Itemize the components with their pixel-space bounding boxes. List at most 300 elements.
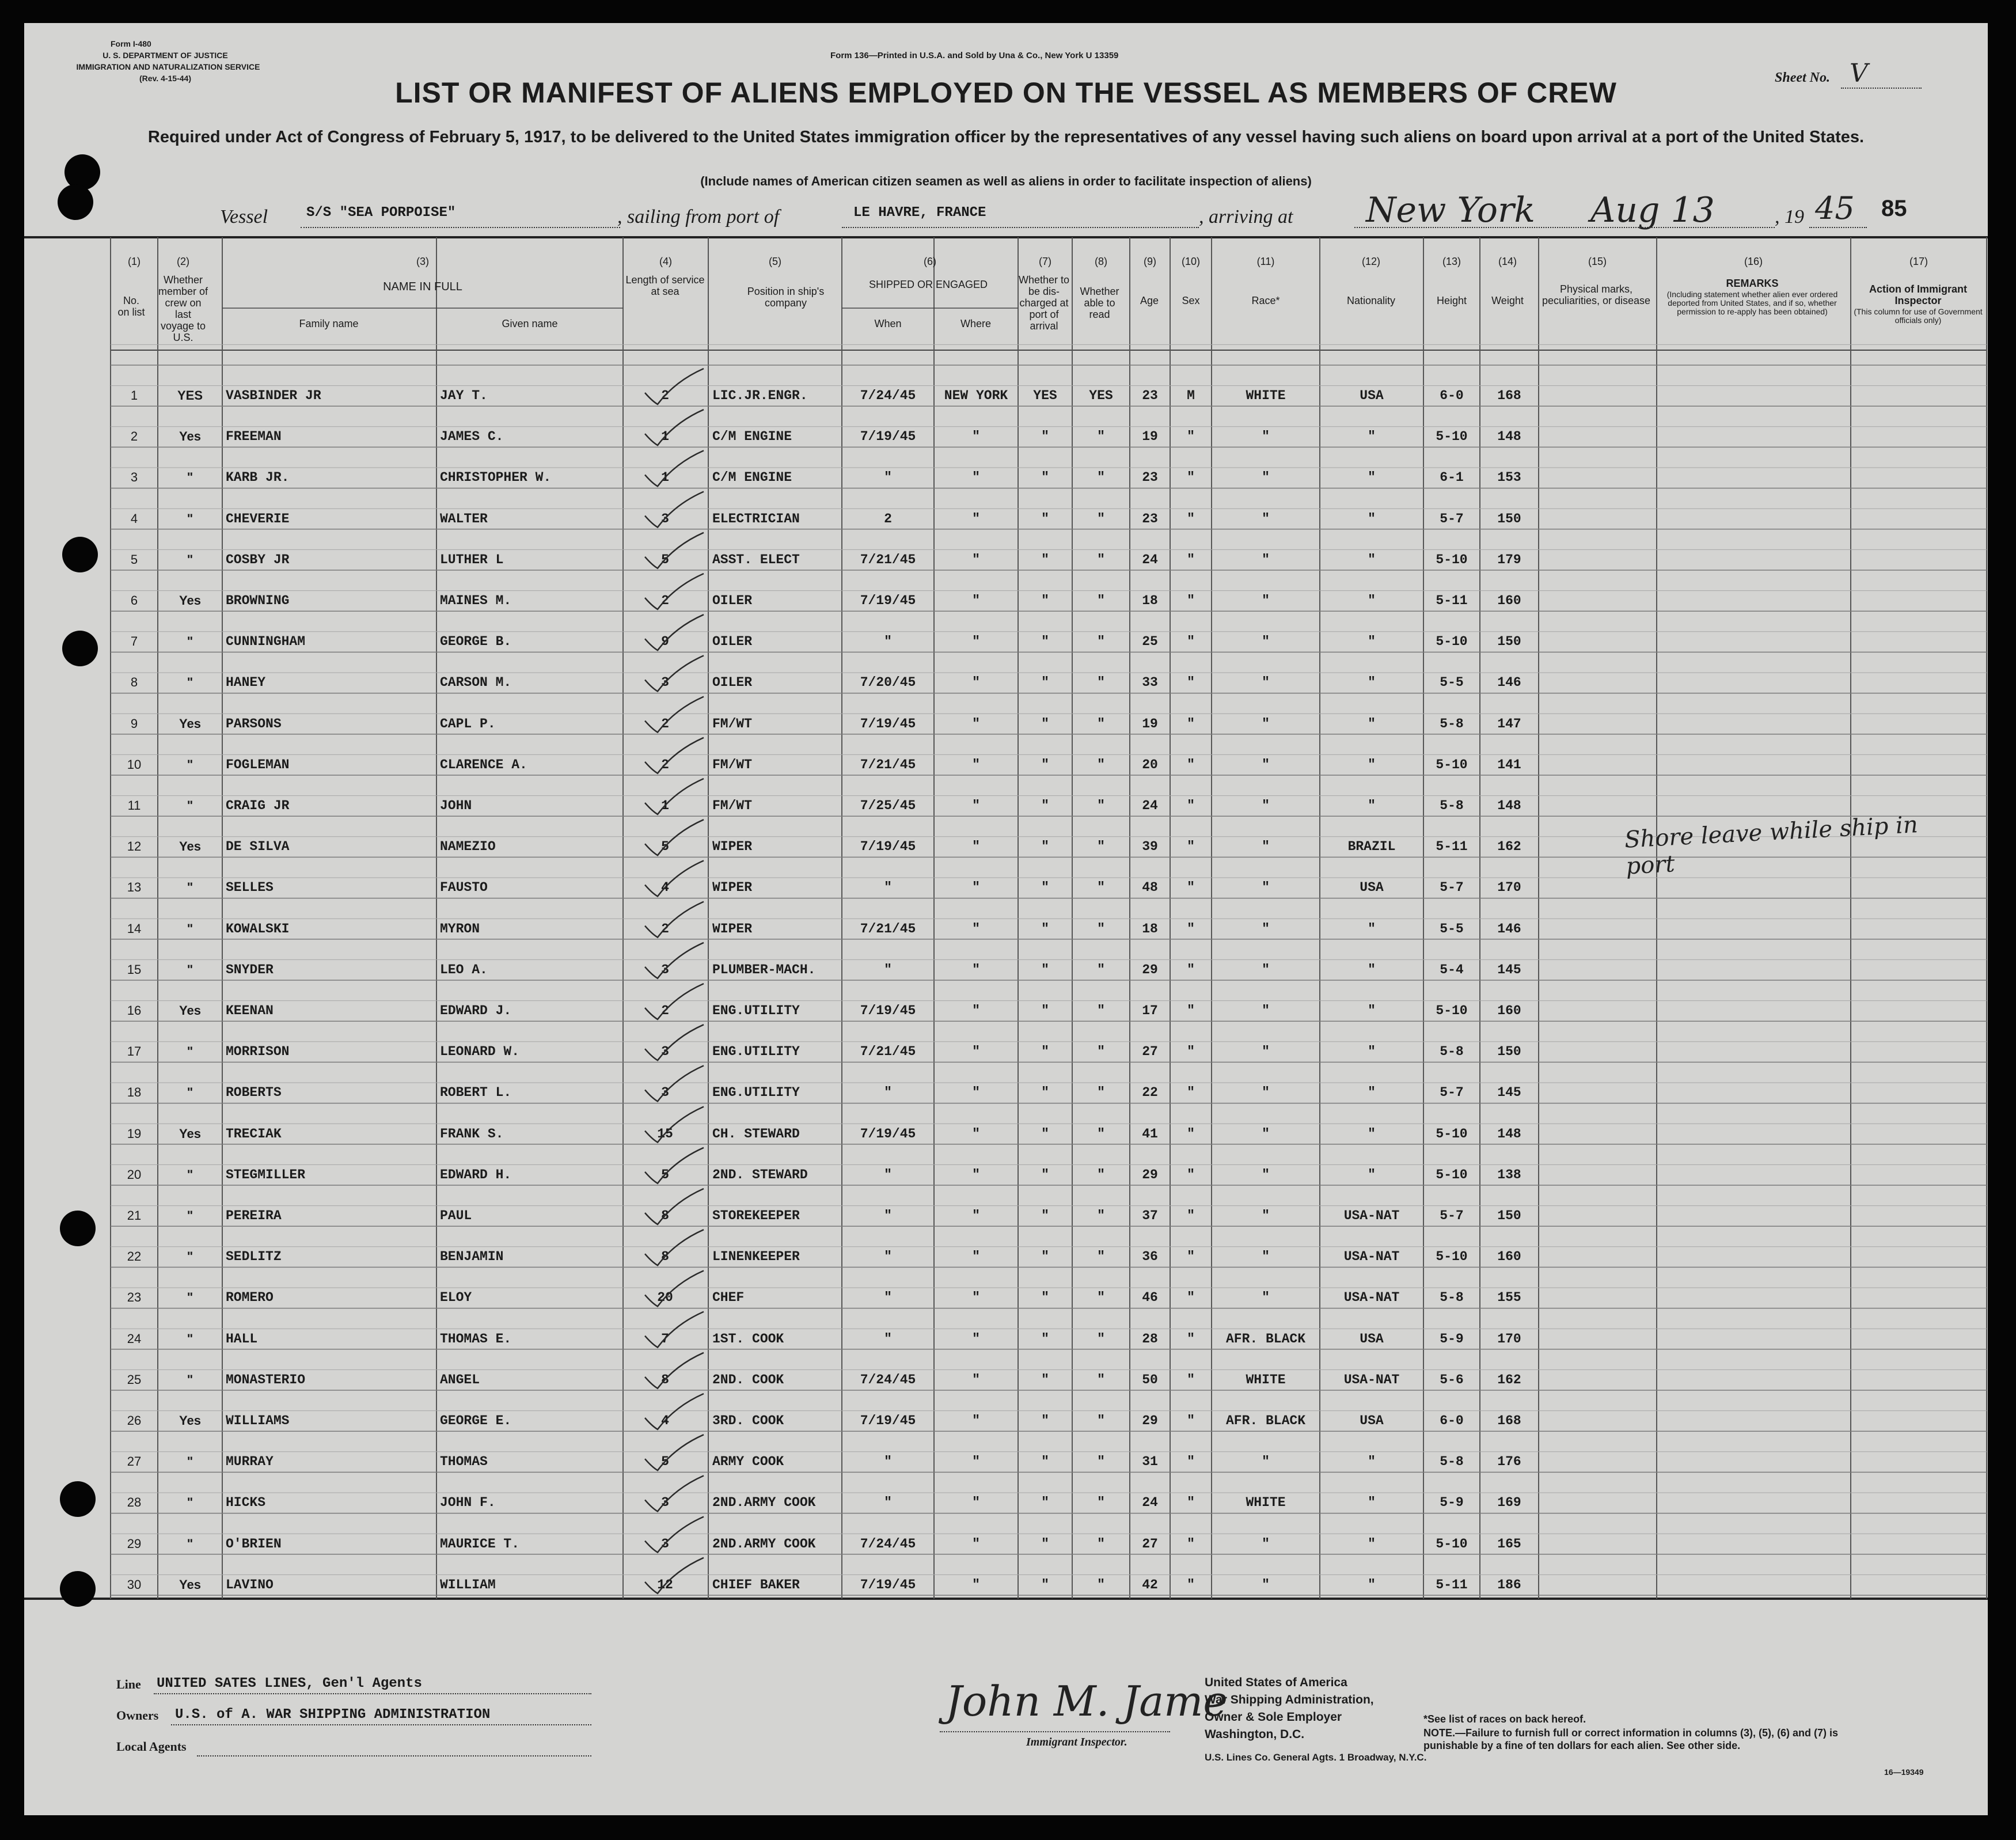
cell-nationality: " [1368,593,1376,608]
cell-member: " [187,1167,193,1182]
cell-discharged: " [1041,716,1049,731]
vessel-label: Vessel [220,206,268,227]
cell-family: LAVINO [226,1577,274,1592]
cell-no: 19 [127,1126,142,1141]
cell-position: CHEF [712,1290,745,1306]
cell-member: " [187,511,193,526]
cell-no: 25 [127,1372,142,1387]
cell-discharged: " [1041,552,1049,567]
cell-sex: " [1187,1454,1195,1470]
cell-weight: 179 [1497,552,1521,567]
cell-when: 7/19/45 [860,593,916,608]
cell-when: 2 [884,511,892,526]
cell-where: " [972,429,980,445]
cell-where: " [972,1126,980,1141]
cell-nationality: " [1368,1495,1376,1511]
cell-member: " [187,470,193,485]
cell-where: " [972,921,980,936]
cell-position: CHIEF BAKER [712,1577,800,1592]
header-where: Where [960,318,991,329]
remark-note: Shore leave while ship in port [1624,811,1919,880]
cell-position: 2ND.ARMY COOK [712,1495,816,1511]
cell-sex: " [1187,1126,1195,1141]
cell-position: CH. STEWARD [712,1126,800,1141]
arrival-date: Aug 13 [1590,190,1715,230]
cell-weight: 145 [1497,962,1521,977]
cell-height: 6-0 [1440,388,1464,403]
cell-position: 2ND. STEWARD [712,1167,808,1182]
cell-sex: " [1187,798,1195,813]
cell-nationality: " [1368,1003,1376,1018]
column-number: (5) [769,256,781,267]
cell-family: HANEY [226,675,266,691]
cell-race: " [1262,1290,1270,1306]
cell-race: AFR. BLACK [1225,1413,1306,1428]
cell-when: " [884,1454,892,1470]
cell-position: FM/WT [712,798,753,813]
cell-when: 7/19/45 [860,1413,916,1428]
cell-age: 22 [1142,1085,1158,1101]
cell-race: " [1262,1208,1270,1223]
cell-member: " [187,1249,193,1264]
cell-discharged: " [1041,921,1049,936]
revision: (Rev. 4-15-44) [139,74,191,83]
cell-member: " [187,1208,193,1223]
cell-where: " [972,1085,980,1101]
header-remarks: REMARKS [1726,278,1779,289]
cell-given: ANGEL [440,1372,480,1387]
cell-family: HICKS [226,1495,266,1511]
cell-member: Yes [179,1413,201,1428]
cell-nationality: " [1368,1044,1376,1060]
cell-read: " [1097,634,1105,650]
cell-position: ENG.UTILITY [712,1003,800,1018]
cell-nationality: " [1368,1085,1376,1101]
cell-given: LEO A. [440,962,488,977]
cell-family: KOWALSKI [226,921,290,936]
cell-sex: " [1187,1249,1195,1265]
cell-race: WHITE [1246,1495,1286,1511]
cell-discharged: " [1041,1495,1049,1511]
cell-read: " [1097,1208,1105,1223]
cell-weight: 162 [1497,1372,1521,1387]
local-agents-label: Local Agents [116,1739,187,1754]
cell-when: " [884,1495,892,1511]
cell-member: " [187,1085,193,1100]
cell-member: " [187,634,193,649]
form-number: Form I-480 [111,39,151,48]
cell-height: 5-10 [1436,1536,1468,1551]
cell-position: ELECTRICIAN [712,511,800,526]
cell-discharged: " [1041,1372,1049,1387]
cell-sex: " [1187,1085,1195,1101]
cell-member: " [187,757,193,772]
cell-service: 8 [661,1208,669,1223]
column-number: (11) [1256,256,1275,267]
cell-no: 26 [127,1413,142,1428]
cell-height: 5-9 [1440,1331,1464,1346]
check-mark [645,984,704,1019]
column-number: (1) [128,256,141,267]
cell-discharged: " [1041,1167,1049,1182]
cell-height: 5-10 [1436,634,1468,650]
cell-service: 5 [661,552,669,567]
cell-member: " [187,1495,193,1510]
cell-given: JAY T. [440,388,488,403]
cell-family: PEREIRA [226,1208,282,1223]
race-note: *See list of races on back hereof. [1423,1713,1586,1725]
cell-read: " [1097,1126,1105,1141]
cell-weight: 160 [1497,1249,1521,1265]
cell-weight: 168 [1497,388,1521,403]
cell-age: 23 [1142,511,1158,526]
cell-age: 19 [1142,429,1158,445]
cell-where: " [972,839,980,855]
cell-age: 50 [1142,1372,1158,1387]
cell-given: FAUSTO [440,880,488,896]
cell-when: 7/21/45 [860,552,916,567]
cell-service: 5 [661,1167,669,1182]
check-mark [645,1230,704,1265]
cell-given: ROBERT L. [440,1085,512,1101]
cell-weight: 170 [1497,1331,1521,1346]
cell-sex: " [1187,1331,1195,1346]
cell-height: 5-8 [1440,1290,1464,1306]
cell-race: " [1262,593,1270,608]
cell-height: 5-11 [1436,593,1468,608]
cell-discharged: " [1041,962,1049,977]
cell-family: FOGLEMAN [226,757,290,772]
cell-discharged: " [1041,675,1049,691]
cell-nationality: " [1368,552,1376,567]
cell-race: " [1262,634,1270,650]
owners-underline [171,1724,591,1725]
cell-family: MORRISON [226,1044,290,1060]
check-mark [645,1025,704,1060]
cell-nationality: " [1368,798,1376,813]
cell-sex: " [1187,1208,1195,1223]
cell-weight: 186 [1497,1577,1521,1592]
cell-weight: 150 [1497,1044,1521,1060]
cell-position: 2ND.ARMY COOK [712,1536,816,1551]
cell-weight: 148 [1497,798,1521,813]
cell-discharged: " [1041,1577,1049,1592]
cell-given: EDWARD J. [440,1003,512,1018]
check-mark [645,1558,704,1594]
cell-when: 7/19/45 [860,429,916,445]
column-number: (15) [1588,256,1607,267]
cell-given: NAMEZIO [440,839,496,855]
cell-where: " [972,470,980,485]
cell-member: Yes [179,839,201,854]
cell-nationality: USA [1360,880,1384,896]
cell-nationality: USA [1360,388,1384,403]
cell-when: " [884,634,892,650]
cell-race: AFR. BLACK [1225,1331,1306,1346]
cell-given: CARSON M. [440,675,512,691]
cell-race: " [1262,675,1270,691]
line-label: Line [116,1677,141,1691]
department: U. S. DEPARTMENT OF JUSTICE [102,51,228,60]
cell-no: 11 [127,798,141,813]
header-whether-member: Whether member of crew on last voyage to U.S. [158,274,208,343]
header-no-on-list: No. on list [117,295,145,318]
cell-family: STEGMILLER [226,1167,306,1182]
cell-nationality: " [1368,757,1376,772]
cell-given: JAMES C. [440,429,504,445]
cell-given: ELOY [440,1290,472,1306]
cell-race: " [1262,1577,1270,1592]
cell-height: 6-1 [1440,470,1464,485]
cell-weight: 170 [1497,880,1521,896]
cell-discharged: " [1041,1126,1049,1141]
cell-when: 7/21/45 [860,757,916,772]
cell-family: O'BRIEN [226,1536,282,1551]
check-mark [645,574,704,609]
check-mark [645,655,704,691]
cell-height: 5-7 [1440,511,1464,526]
sheet-label: Sheet No. [1775,70,1830,85]
cell-weight: 146 [1497,921,1521,936]
cell-service: 2 [661,1003,669,1018]
cell-when: 7/25/45 [860,798,916,813]
cell-age: 24 [1142,1495,1158,1511]
cell-given: LUTHER L [440,552,504,567]
cell-race: " [1262,1044,1270,1060]
cell-where: " [972,1003,980,1018]
cell-race: " [1262,1126,1270,1141]
cell-height: 5-8 [1440,1044,1464,1060]
cell-family: SEDLITZ [226,1249,282,1265]
cell-height: 5-7 [1440,880,1464,896]
cell-service: 3 [661,1044,669,1060]
punch-hole [62,631,98,666]
check-mark [645,1517,704,1553]
cell-read: " [1097,1495,1105,1511]
punch-hole [60,1481,96,1517]
cell-read: " [1097,593,1105,608]
cell-sex: " [1187,470,1195,485]
cell-weight: 147 [1497,716,1521,731]
cell-no: 27 [127,1454,142,1469]
cell-sex: " [1187,1003,1195,1018]
column-number: (10) [1181,256,1200,267]
cell-given: EDWARD H. [440,1167,512,1182]
cell-nationality: " [1368,1577,1376,1592]
cell-no: 12 [127,839,142,854]
cell-nationality: " [1368,921,1376,936]
cell-service: 5 [661,1454,669,1470]
cell-discharged: " [1041,1044,1049,1060]
column-number: (17) [1909,256,1928,267]
cell-discharged: " [1041,1331,1049,1346]
cell-no: 13 [127,880,142,895]
cell-discharged: " [1041,757,1049,772]
cell-sex: " [1187,675,1195,691]
cell-nationality: " [1368,511,1376,526]
cell-race: " [1262,716,1270,731]
cell-read: " [1097,470,1105,485]
cell-given: WALTER [440,511,488,526]
cell-age: 39 [1142,839,1158,855]
cell-position: STOREKEEPER [712,1208,800,1223]
cell-no: 5 [130,552,138,567]
column-number: (4) [659,256,672,267]
cell-discharged: " [1041,1454,1049,1470]
cell-position: OILER [712,634,753,650]
cell-discharged: " [1041,470,1049,485]
cell-read: " [1097,429,1105,445]
cell-no: 2 [130,429,138,444]
cell-member: " [187,552,193,567]
cell-weight: 160 [1497,1003,1521,1018]
page-title: LIST OR MANIFEST OF ALIENS EMPLOYED ON THE VESSEL AS MEMBERS OF CREW [395,77,1617,109]
cell-weight: 162 [1497,839,1521,855]
cell-where: " [972,798,980,813]
cell-age: 28 [1142,1331,1158,1346]
check-mark [645,943,704,978]
cell-age: 46 [1142,1290,1158,1306]
cell-discharged: " [1041,634,1049,650]
cell-height: 5-7 [1440,1208,1464,1223]
cell-weight: 155 [1497,1290,1521,1306]
cell-nationality: " [1368,470,1376,485]
cell-member: Yes [179,1577,201,1592]
cell-service: 5 [661,839,669,855]
cell-no: 1 [130,388,138,403]
check-mark [645,450,704,486]
inspector-signature: John M. Jame [946,1677,1228,1725]
header-family-name: Family name [299,318,359,329]
cell-no: 3 [130,470,138,485]
cell-height: 5-10 [1436,1167,1468,1182]
cell-when: " [884,1249,892,1265]
cell-given: JOHN F. [440,1495,496,1511]
cell-member: " [187,1044,193,1059]
cell-service: 2 [661,388,669,403]
check-mark [645,820,704,855]
cell-discharged: " [1041,429,1049,445]
cell-age: 23 [1142,388,1158,403]
cell-discharged: " [1041,1003,1049,1018]
arriving-label: , arriving at [1199,206,1293,227]
cell-family: CHEVERIE [226,511,290,526]
cell-where: " [972,757,980,772]
cell-nationality: USA [1360,1331,1384,1346]
cell-family: ROMERO [226,1290,274,1306]
cell-no: 15 [127,962,142,977]
sailing-port: LE HAVRE, FRANCE [853,205,986,221]
cell-given: PAUL [440,1208,472,1223]
cell-where: " [972,1454,980,1470]
cell-member: Yes [179,593,201,608]
cell-no: 7 [130,634,138,649]
cell-given: THOMAS E. [440,1331,512,1346]
cell-member: Yes [179,1003,201,1018]
header-weight: Weight [1491,295,1524,306]
cell-sex: " [1187,429,1195,445]
header-given-name: Given name [502,318,558,329]
cell-when: " [884,880,892,896]
cell-read: " [1097,1085,1105,1101]
cell-race: WHITE [1246,388,1286,403]
cell-height: 5-10 [1436,1249,1468,1265]
check-mark [645,738,704,773]
header-when: When [874,318,902,329]
cell-service: 3 [661,675,669,691]
cell-height: 5-4 [1440,962,1464,977]
cell-height: 5-6 [1440,1372,1464,1387]
cell-position: WIPER [712,880,753,896]
cell-where: " [972,716,980,731]
cell-discharged: " [1041,1413,1049,1428]
cell-service: 1 [661,798,669,813]
line-underline [154,1693,591,1694]
cell-member: " [187,1331,193,1346]
cell-given: THOMAS [440,1454,488,1470]
punch-hole [60,1211,96,1246]
cell-sex: " [1187,1577,1195,1592]
cell-nationality: USA-NAT [1343,1290,1400,1306]
cell-family: WILLIAMS [226,1413,290,1428]
cell-where: " [972,511,980,526]
header-length-service: Length of service at sea [625,274,705,297]
cell-sex: " [1187,552,1195,567]
cell-no: 9 [130,716,138,731]
cell-race: " [1262,1454,1270,1470]
cell-no: 6 [130,593,138,608]
stamp-line: United States of America [1205,1676,1347,1689]
sailing-label: , sailing from port of [617,206,780,227]
cell-age: 37 [1142,1208,1158,1223]
cell-service: 12 [657,1577,673,1592]
cell-discharged: " [1041,1290,1049,1306]
stamp-line: War Shipping Administration, [1205,1693,1374,1706]
cell-position: 2ND. COOK [712,1372,784,1387]
cell-no: 4 [130,511,138,526]
cell-nationality: " [1368,429,1376,445]
cell-given: WILLIAM [440,1577,496,1592]
check-mark [645,1270,704,1306]
cell-age: 27 [1142,1044,1158,1060]
cell-sex: " [1187,839,1195,855]
cell-service: 3 [661,1085,669,1101]
cell-no: 8 [130,675,138,690]
cell-weight: 148 [1497,1126,1521,1141]
cell-member: " [187,1536,193,1551]
cell-nationality: USA [1360,1413,1384,1428]
signature-underline [940,1731,1170,1732]
cell-given: GEORGE E. [440,1413,512,1428]
cell-read: " [1097,962,1105,977]
cell-read: " [1097,675,1105,691]
cell-given: MYRON [440,921,480,936]
cell-discharged: " [1041,1085,1049,1101]
cell-age: 31 [1142,1454,1158,1470]
cell-sex: " [1187,1536,1195,1551]
owners-value: U.S. of A. WAR SHIPPING ADMINISTRATION [175,1707,491,1723]
column-number: (16) [1744,256,1763,267]
cell-position: PLUMBER-MACH. [712,962,816,977]
check-mark [645,1189,704,1224]
cell-family: BROWNING [226,593,290,608]
cell-sex: " [1187,1372,1195,1387]
cell-age: 27 [1142,1536,1158,1551]
cell-family: ROBERTS [226,1085,282,1101]
cell-discharged: " [1041,1208,1049,1223]
cell-age: 29 [1142,1167,1158,1182]
header-physical-marks: Physical marks, peculiarities, or disease [1542,283,1651,306]
